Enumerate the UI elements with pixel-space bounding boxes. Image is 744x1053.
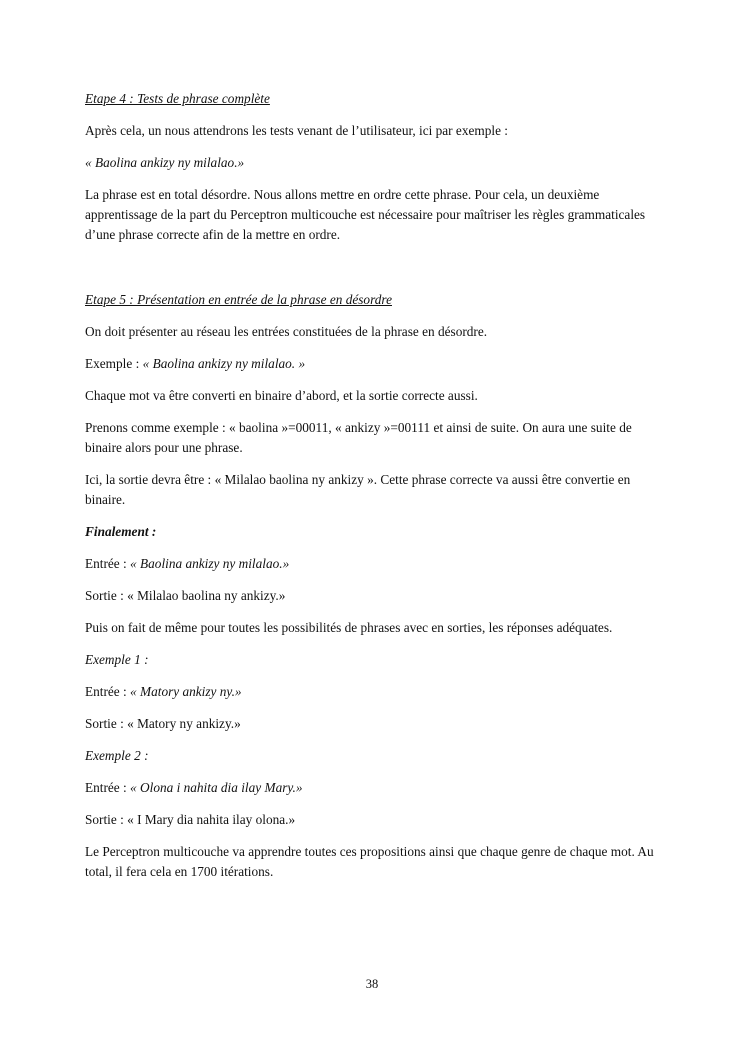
step5-example-label: Exemple : [85, 356, 143, 371]
example2-input-text: « Olona i nahita dia ilay Mary.» [130, 780, 303, 795]
step5-intro: On doit présenter au réseau les entrées constituées de la phrase en désordre. [85, 324, 488, 339]
section-spacer [85, 257, 660, 290]
step4-example: « Baolina ankizy ny milalao.» [85, 155, 245, 170]
step4-explanation: La phrase est en total désordre. Nous allons mettre en ordre cette phrase. Pour cela, un deuxième apprentissage de la part du Perceptron multicouche est nécessaire pour maîtriser les règles grammaticales d’une phrase correcte afin de la mettre en ordre. [85, 187, 646, 242]
step5-output-note: Ici, la sortie devra être : « Milalao baolina ny ankizy ». Cette phrase correcte va aussi être convertie en binaire. [85, 472, 631, 507]
step4-intro: Après cela, un nous attendrons les tests venant de l’utilisateur, ici par exemple : [85, 123, 508, 138]
step5-example-text: « Baolina ankizy ny milalao. » [142, 356, 306, 371]
example2-output: Sortie : « I Mary dia nahita ilay olona.» [85, 812, 296, 827]
example2-title: Exemple 2 : [85, 748, 149, 763]
example1-output: Sortie : « Matory ny ankizy.» [85, 716, 241, 731]
final-output: Sortie : « Milalao baolina ny ankizy.» [85, 588, 286, 603]
finally-label: Finalement : [85, 524, 157, 539]
step5-example [85, 354, 660, 374]
step5-binary-example: Prenons comme exemple : « baolina »=00011, « ankizy »=00111 et ainsi de suite. On aura une suite de binaire alors pour une phrase. [85, 420, 632, 455]
example1-title: Exemple 1 : [85, 652, 149, 667]
example1-input-label: Entrée : [85, 684, 131, 699]
page-number: 38 [365, 977, 379, 991]
example2-input-label: Entrée : [85, 780, 131, 795]
example1-input [85, 682, 660, 702]
step4-heading: Etape 4 : Tests de phrase complète [85, 91, 270, 106]
document-body [85, 89, 660, 894]
final-input-label: Entrée : [85, 556, 131, 571]
step5-heading: Etape 5 : Présentation en entrée de la phrase en désordre [85, 292, 392, 307]
final-input-text: « Baolina ankizy ny milalao.» [130, 556, 290, 571]
repeat-note: Puis on fait de même pour toutes les possibilités de phrases avec en sorties, les réponses adéquates. [85, 620, 613, 635]
example2-input [85, 778, 660, 798]
example1-input-text: « Matory ankizy ny.» [130, 684, 242, 699]
final-input [85, 554, 660, 574]
conclusion: Le Perceptron multicouche va apprendre toutes ces propositions ainsi que chaque genre de chaque mot. Au total, il fera cela en 1700 itérations. [85, 844, 654, 879]
step5-binary-note: Chaque mot va être converti en binaire d’abord, et la sortie correcte aussi. [85, 388, 478, 403]
